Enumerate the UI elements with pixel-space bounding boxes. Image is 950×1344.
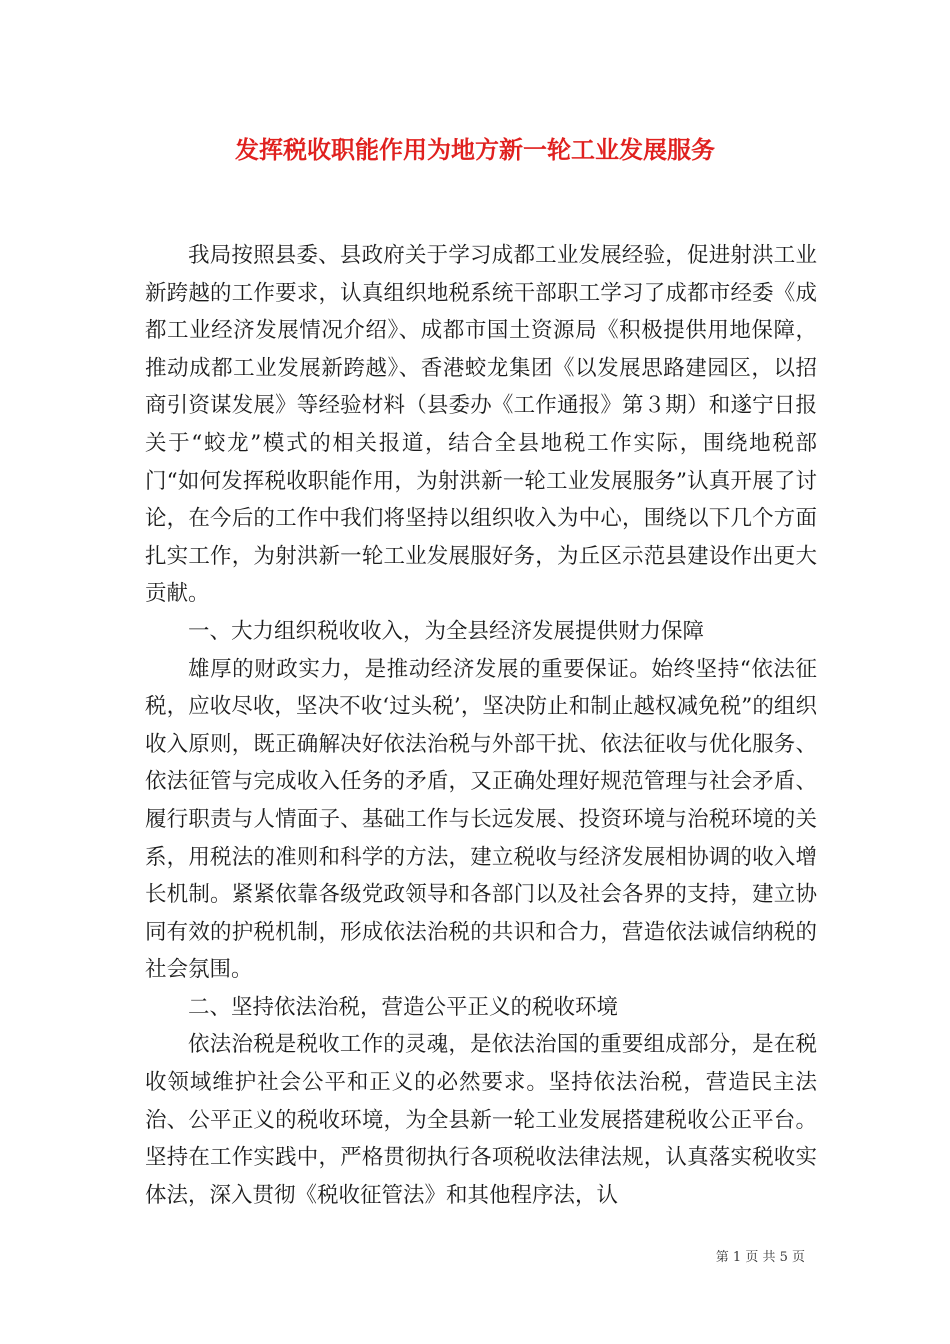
paragraph-section-1: 雄厚的财政实力，是推动经济发展的重要保证。始终坚持“依法征税，应收尽收，坚决不收‘过头税’，坚决防止和制止越权减免税”的组织收入原则，既正确解决好依法治税与外部干扰、依法征收与优化服务、依法征管与完成收入任务的矛盾，又正确处理好规范管理与社会矛盾、履行职责与人情面子、基础工作与长远发展、投资环境与治税环境的关系，用税法的准则和科学的方法，建立税收与经济发展相协调的收入增长机制。紧紧依靠各级党政领导和各部门以及社会各界的支持，建立协同有效的护税机制，形成依法治税的共识和合力，营造依法诚信纳税的社会氛围。 — [145, 656, 817, 983]
page-number-footer: 第 1 页 共 5 页 — [715, 1250, 805, 1265]
document-title: 发挥税收职能作用为地方新一轮工业发展服务 — [235, 135, 715, 164]
document-body — [145, 237, 817, 1214]
section-heading-2: 二、坚持依法治税，营造公平正义的税收环境 — [188, 994, 619, 1020]
paragraph-section-2: 依法治税是税收工作的灵魂，是依法治国的重要组成部分，是在税收领域维护社会公平和正义的必然要求。坚持依法治税，营造民主法治、公平正义的税收环境，为全县新一轮工业发展搭建税收公正平台。坚持在工作实践中，严格贯彻执行各项税收法律法规，认真落实税收实体法，深入贯彻《税收征管法》和其他程序法，认 — [145, 1032, 817, 1208]
paragraph-intro: 我局按照县委、县政府关于学习成都工业发展经验，促进射洪工业新跨越的工作要求，认真组织地税系统干部职工学习了成都市经委《成都工业经济发展情况介绍》、成都市国土资源局《积极提供用地保障，推动成都工业发展新跨越》、香港蛟龙集团《以发展思路建园区，以招商引资谋发展》等经验材料（县委办《工作通报》第３期）和遂宁日报关于“蛟龙”模式的相关报道，结合全县地税工作实际，围绕地税部门“如何发挥税收职能作用，为射洪新一轮工业发展服务”认真开展了讨论，在今后的工作中我们将坚持以组织收入为中心，围绕以下几个方面扎实工作，为射洪新一轮工业发展服好务，为丘区示范县建设作出更大贡献。 — [145, 243, 817, 607]
section-heading-1: 一、大力组织税收收入，为全县经济发展提供财力保障 — [188, 618, 705, 644]
